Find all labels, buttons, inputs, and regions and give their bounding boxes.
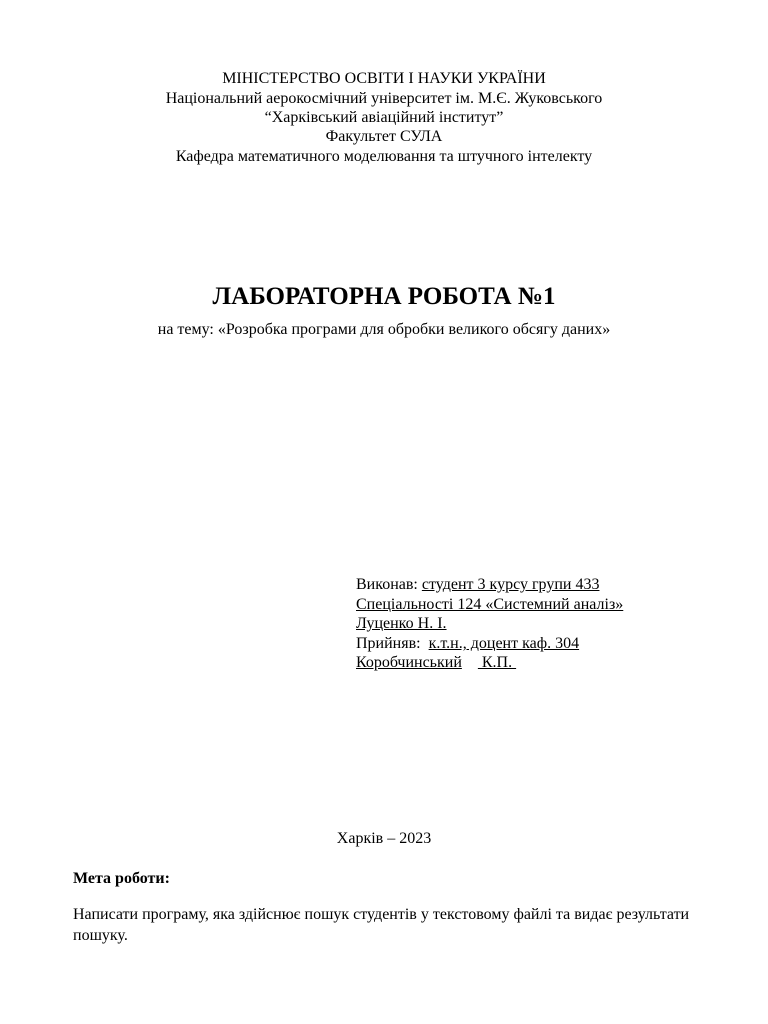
accepted-label: Прийняв: xyxy=(356,635,429,652)
teacher-line xyxy=(356,653,516,673)
institute-line: “Харківський авіаційний інститут” xyxy=(264,109,504,126)
faculty-line: Факультет СУЛА xyxy=(325,128,443,145)
teacher-initials: К.П. xyxy=(477,654,517,671)
goal-text: Написати програму, яка здійснює пошук студентів у текстовому файлі та видає результати пошуку. xyxy=(73,906,690,944)
university-line: Національний аерокосмічний університет ім. М.Є. Жуковського xyxy=(165,90,603,107)
teacher-surname: Коробчинський xyxy=(356,654,462,671)
city-year: Харків – 2023 xyxy=(336,830,432,847)
specialty: Спеціальності 124 «Системний аналіз» xyxy=(356,596,624,613)
goal-heading: Мета роботи: xyxy=(73,870,170,887)
performed-line xyxy=(356,575,599,595)
performed-label: Виконав: xyxy=(356,576,422,593)
document-title: ЛАБОРАТОРНА РОБОТА №1 xyxy=(212,283,556,310)
accepted-line xyxy=(356,634,579,654)
performed-value: студент 3 курсу групи 433 xyxy=(421,576,600,593)
specialty-line xyxy=(356,595,623,615)
student-name: Луценко Н. І. xyxy=(356,615,447,632)
accepted-value: к.т.н., доцент каф. 304 xyxy=(428,635,580,652)
document-subtitle: на тему: «Розробка програми для обробки великого обсягу даних» xyxy=(157,321,611,338)
ministry-line: МІНІСТЕРСТВО ОСВІТИ І НАУКИ УКРАЇНИ xyxy=(222,70,546,87)
department-line: Кафедра математичного моделювання та штучного інтелекту xyxy=(175,148,593,165)
student-name-line xyxy=(356,614,447,634)
